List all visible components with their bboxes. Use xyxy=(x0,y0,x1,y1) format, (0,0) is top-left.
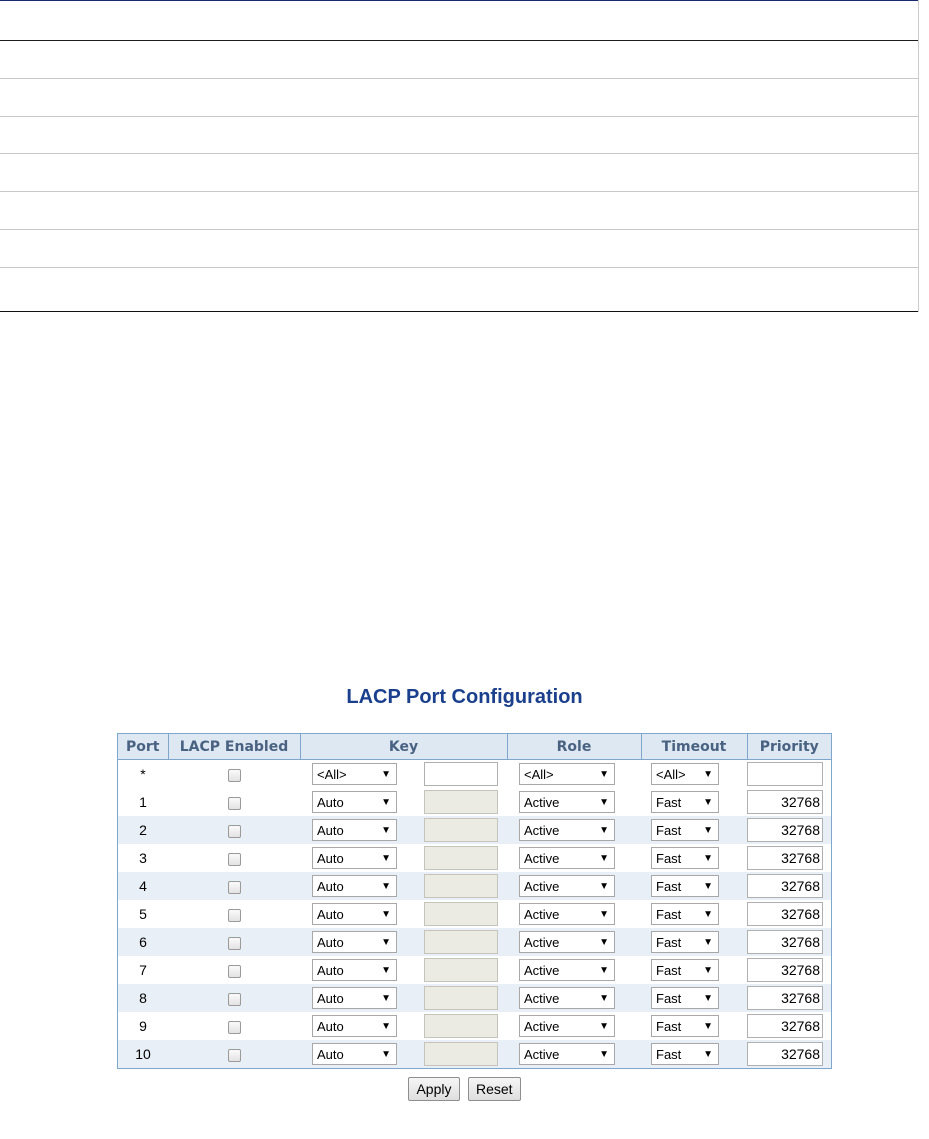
dropdown-arrow-icon: ▼ xyxy=(703,796,713,808)
priority-input[interactable]: 32768 xyxy=(747,818,823,842)
timeout-select[interactable] xyxy=(651,903,719,925)
port-row xyxy=(118,956,832,984)
apply-button[interactable]: Apply xyxy=(408,1077,459,1101)
priority-input[interactable]: 32768 xyxy=(747,958,823,982)
table-row-divider xyxy=(0,229,918,230)
key-value-input[interactable] xyxy=(424,762,498,786)
role-select-value: <All> xyxy=(524,766,554,782)
role-select[interactable] xyxy=(519,987,615,1009)
timeout-select-value: Fast xyxy=(656,934,682,950)
key-select[interactable] xyxy=(312,1043,397,1065)
lacp-enabled-checkbox[interactable] xyxy=(228,937,241,950)
key-select-value: Auto xyxy=(317,934,344,950)
port-row xyxy=(118,984,832,1012)
table-right-edge xyxy=(918,0,919,312)
lacp-enabled-checkbox[interactable] xyxy=(228,769,241,782)
dropdown-arrow-icon: ▼ xyxy=(703,852,713,864)
table-row-divider xyxy=(0,116,918,117)
timeout-select[interactable] xyxy=(651,847,719,869)
timeout-select[interactable] xyxy=(651,875,719,897)
table-top-border xyxy=(0,0,918,1)
key-select-value: Auto xyxy=(317,990,344,1006)
key-value-input xyxy=(424,846,498,870)
timeout-select-value: Fast xyxy=(656,794,682,810)
dropdown-arrow-icon: ▼ xyxy=(381,1020,391,1032)
port-cell: 1 xyxy=(139,794,147,810)
timeout-select[interactable] xyxy=(651,791,719,813)
dropdown-arrow-icon: ▼ xyxy=(599,852,609,864)
port-cell: 8 xyxy=(118,984,169,1012)
timeout-select[interactable] xyxy=(651,1043,719,1065)
lacp-enabled-checkbox[interactable] xyxy=(228,853,241,866)
timeout-select-value: Fast xyxy=(656,1018,682,1034)
col-key: Key xyxy=(300,734,507,760)
button-bar xyxy=(0,1077,929,1101)
role-select-value: Active xyxy=(524,878,560,894)
dropdown-arrow-icon: ▼ xyxy=(599,880,609,892)
global-row xyxy=(118,760,832,789)
dropdown-arrow-icon: ▼ xyxy=(381,824,391,836)
dropdown-arrow-icon: ▼ xyxy=(381,992,391,1004)
role-select[interactable] xyxy=(519,1015,615,1037)
key-value-input xyxy=(424,930,498,954)
port-cell: * xyxy=(140,766,146,782)
timeout-select[interactable] xyxy=(651,959,719,981)
port-cell: 6 xyxy=(118,928,169,956)
lacp-port-table xyxy=(117,733,832,1069)
role-select[interactable] xyxy=(519,763,615,785)
port-row xyxy=(118,928,832,956)
key-value-input xyxy=(424,986,498,1010)
port-row xyxy=(118,788,832,816)
timeout-select[interactable] xyxy=(651,931,719,953)
lacp-enabled-checkbox[interactable] xyxy=(228,825,241,838)
key-value-input xyxy=(424,1014,498,1038)
timeout-select[interactable] xyxy=(651,819,719,841)
dropdown-arrow-icon: ▼ xyxy=(599,796,609,808)
timeout-select[interactable] xyxy=(651,1015,719,1037)
table-row-divider xyxy=(0,78,918,79)
key-select-value: <All> xyxy=(317,766,347,782)
role-select-value: Active xyxy=(524,1018,560,1034)
timeout-select-value: Fast xyxy=(656,878,682,894)
table-bottom-border xyxy=(0,311,918,312)
reset-button[interactable]: Reset xyxy=(468,1077,521,1101)
key-value-input xyxy=(424,958,498,982)
port-row xyxy=(118,844,832,872)
dropdown-arrow-icon: ▼ xyxy=(599,936,609,948)
port-cell: 10 xyxy=(118,1040,169,1069)
role-select-value: Active xyxy=(524,934,560,950)
dropdown-arrow-icon: ▼ xyxy=(599,768,609,780)
key-select[interactable] xyxy=(312,959,397,981)
col-port: Port xyxy=(118,734,169,760)
timeout-select-value: Fast xyxy=(656,850,682,866)
key-select-value: Auto xyxy=(317,794,344,810)
priority-input[interactable]: 32768 xyxy=(747,1014,823,1038)
dropdown-arrow-icon: ▼ xyxy=(703,1048,713,1060)
dropdown-arrow-icon: ▼ xyxy=(703,1020,713,1032)
key-value-input xyxy=(424,1042,498,1066)
lacp-enabled-checkbox[interactable] xyxy=(228,965,241,978)
key-value-input xyxy=(424,790,498,814)
dropdown-arrow-icon: ▼ xyxy=(599,908,609,920)
timeout-select-value: Fast xyxy=(656,1046,682,1062)
priority-input[interactable] xyxy=(747,762,823,786)
key-value-input xyxy=(424,902,498,926)
dropdown-arrow-icon: ▼ xyxy=(703,964,713,976)
role-select-value: Active xyxy=(524,1046,560,1062)
lacp-enabled-checkbox[interactable] xyxy=(228,993,241,1006)
col-timeout: Timeout xyxy=(641,734,747,760)
priority-input[interactable]: 32768 xyxy=(747,874,823,898)
key-select-value: Auto xyxy=(317,878,344,894)
key-select[interactable] xyxy=(312,763,397,785)
dropdown-arrow-icon: ▼ xyxy=(381,880,391,892)
key-select-value: Auto xyxy=(317,962,344,978)
table-row-divider xyxy=(0,153,918,154)
timeout-select[interactable] xyxy=(651,763,719,785)
port-row xyxy=(118,1040,832,1069)
role-select-value: Active xyxy=(524,990,560,1006)
dropdown-arrow-icon: ▼ xyxy=(599,964,609,976)
key-value-input xyxy=(424,818,498,842)
lacp-enabled-checkbox[interactable] xyxy=(228,1021,241,1034)
dropdown-arrow-icon: ▼ xyxy=(703,824,713,836)
role-select-value: Active xyxy=(524,850,560,866)
port-cell: 9 xyxy=(139,1018,147,1034)
dropdown-arrow-icon: ▼ xyxy=(381,1048,391,1060)
port-cell: 2 xyxy=(118,816,169,844)
dropdown-arrow-icon: ▼ xyxy=(703,992,713,1004)
key-select-value: Auto xyxy=(317,822,344,838)
role-select[interactable] xyxy=(519,819,615,841)
priority-input[interactable]: 32768 xyxy=(747,1042,823,1066)
role-select[interactable] xyxy=(519,847,615,869)
key-select[interactable] xyxy=(312,875,397,897)
dropdown-arrow-icon: ▼ xyxy=(703,768,713,780)
key-select[interactable] xyxy=(312,903,397,925)
role-select[interactable] xyxy=(519,1043,615,1065)
table-header-row xyxy=(118,734,832,760)
page-title: LACP Port Configuration xyxy=(346,686,583,708)
dropdown-arrow-icon: ▼ xyxy=(599,824,609,836)
table-header-divider xyxy=(0,40,918,41)
timeout-select[interactable] xyxy=(651,987,719,1009)
port-cell: 3 xyxy=(139,850,147,866)
port-row xyxy=(118,816,832,844)
key-select[interactable] xyxy=(312,819,397,841)
key-select-value: Auto xyxy=(317,850,344,866)
col-lacp-enabled: LACP Enabled xyxy=(168,734,300,760)
port-cell: 7 xyxy=(139,962,147,978)
priority-input[interactable]: 32768 xyxy=(747,846,823,870)
role-select[interactable] xyxy=(519,875,615,897)
dropdown-arrow-icon: ▼ xyxy=(599,992,609,1004)
lacp-enabled-checkbox[interactable] xyxy=(228,881,241,894)
port-row xyxy=(118,900,832,928)
table-row-divider xyxy=(0,191,918,192)
timeout-select-value: <All> xyxy=(656,766,686,782)
key-select[interactable] xyxy=(312,1015,397,1037)
dropdown-arrow-icon: ▼ xyxy=(703,880,713,892)
port-row xyxy=(118,872,832,900)
role-select[interactable] xyxy=(519,931,615,953)
col-role: Role xyxy=(507,734,641,760)
timeout-select-value: Fast xyxy=(656,906,682,922)
role-select[interactable] xyxy=(519,959,615,981)
role-select-value: Active xyxy=(524,962,560,978)
dropdown-arrow-icon: ▼ xyxy=(703,936,713,948)
dropdown-arrow-icon: ▼ xyxy=(381,908,391,920)
key-select[interactable] xyxy=(312,931,397,953)
role-select[interactable] xyxy=(519,903,615,925)
timeout-select-value: Fast xyxy=(656,962,682,978)
lacp-enabled-checkbox[interactable] xyxy=(228,797,241,810)
dropdown-arrow-icon: ▼ xyxy=(381,768,391,780)
port-cell: 4 xyxy=(118,872,169,900)
dropdown-arrow-icon: ▼ xyxy=(381,852,391,864)
dropdown-arrow-icon: ▼ xyxy=(381,796,391,808)
dropdown-arrow-icon: ▼ xyxy=(381,936,391,948)
table-row-divider xyxy=(0,267,918,268)
dropdown-arrow-icon: ▼ xyxy=(599,1020,609,1032)
priority-input[interactable]: 32768 xyxy=(747,930,823,954)
port-row xyxy=(118,1012,832,1040)
key-select[interactable] xyxy=(312,987,397,1009)
lacp-enabled-checkbox[interactable] xyxy=(228,1049,241,1062)
dropdown-arrow-icon: ▼ xyxy=(381,964,391,976)
role-select[interactable] xyxy=(519,791,615,813)
key-select[interactable] xyxy=(312,791,397,813)
lacp-enabled-checkbox[interactable] xyxy=(228,909,241,922)
col-priority: Priority xyxy=(747,734,832,760)
role-select-value: Active xyxy=(524,822,560,838)
role-select-value: Active xyxy=(524,794,560,810)
timeout-select-value: Fast xyxy=(656,822,682,838)
timeout-select-value: Fast xyxy=(656,990,682,1006)
dropdown-arrow-icon: ▼ xyxy=(703,908,713,920)
key-select-value: Auto xyxy=(317,1046,344,1062)
role-select-value: Active xyxy=(524,906,560,922)
key-select-value: Auto xyxy=(317,1018,344,1034)
port-cell: 5 xyxy=(139,906,147,922)
priority-input[interactable]: 32768 xyxy=(747,902,823,926)
key-select-value: Auto xyxy=(317,906,344,922)
priority-input[interactable]: 32768 xyxy=(747,986,823,1010)
key-value-input xyxy=(424,874,498,898)
key-select[interactable] xyxy=(312,847,397,869)
priority-input[interactable]: 32768 xyxy=(747,790,823,814)
dropdown-arrow-icon: ▼ xyxy=(599,1048,609,1060)
